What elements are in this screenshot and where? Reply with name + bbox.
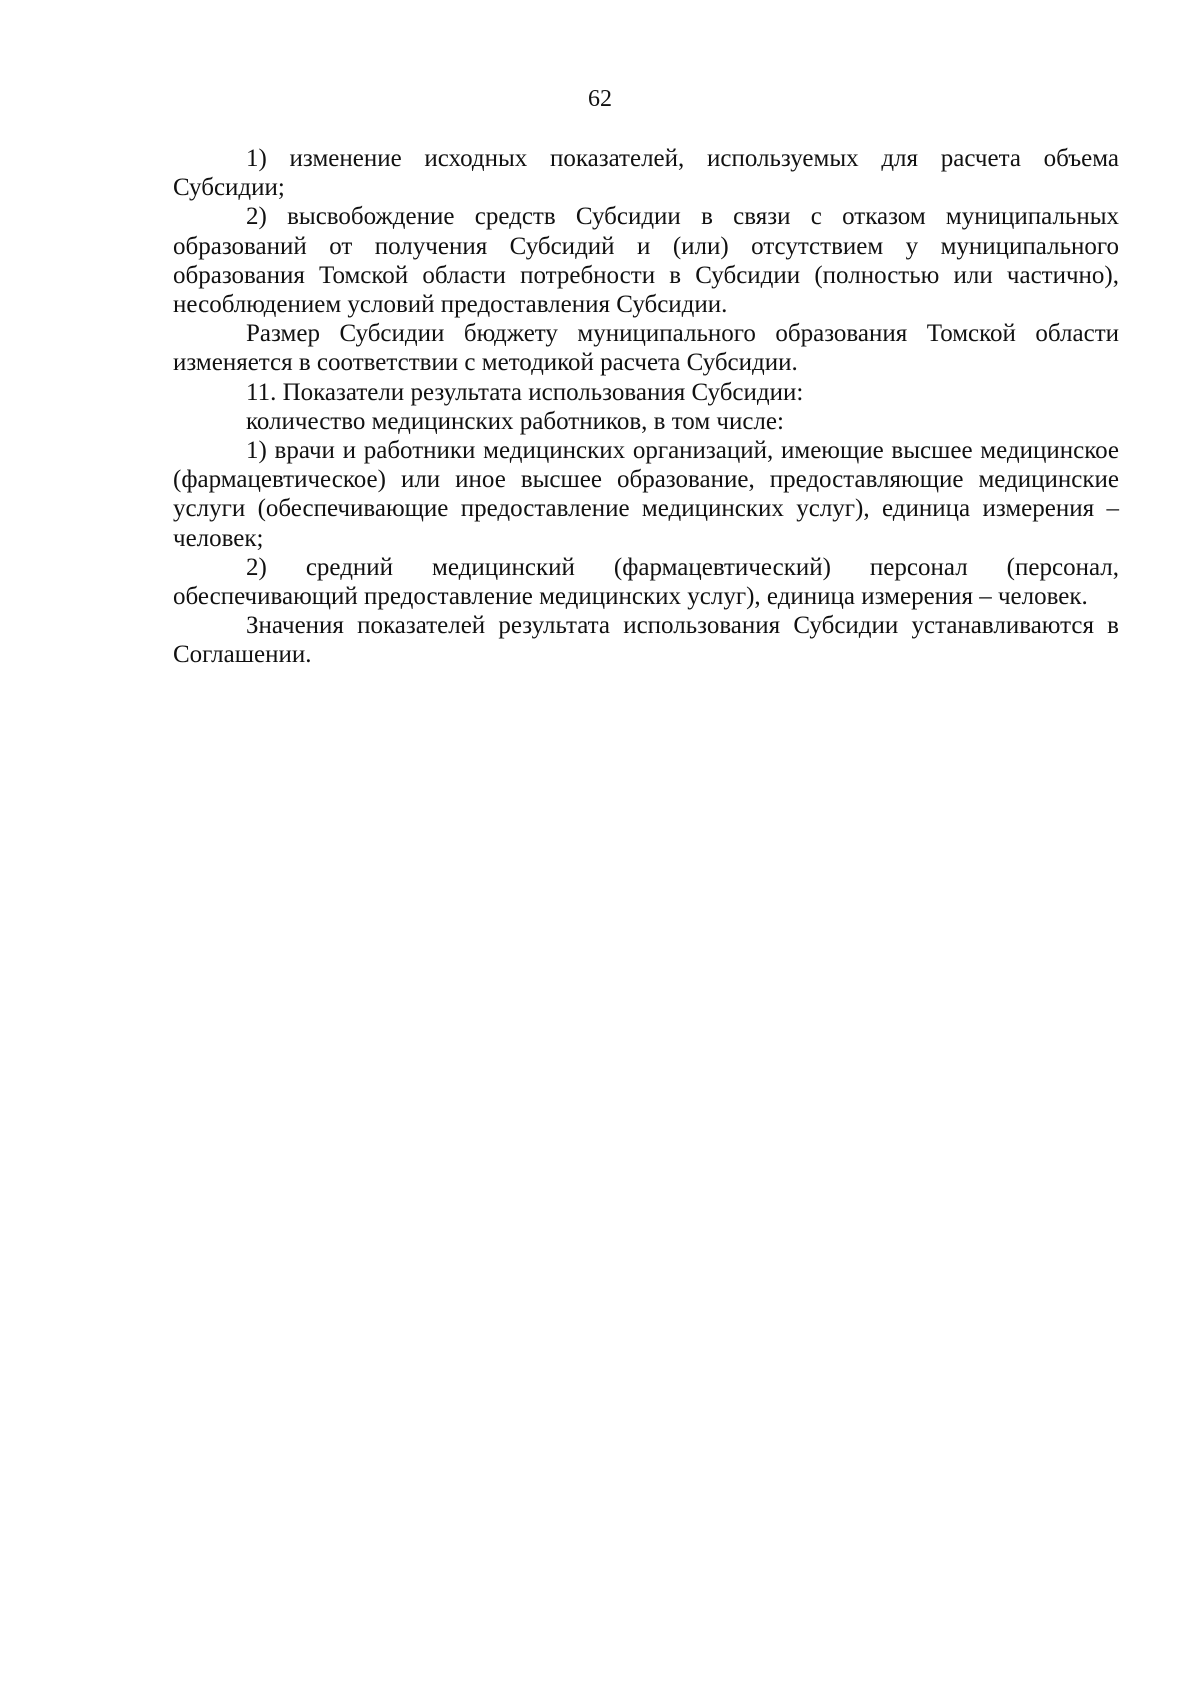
paragraph-doctors: 1) врачи и работники медицинских организаций, имеющие высшее медицинское (фармацевтическое) или иное высшее образование, предоставляющие медицинские услуги (обеспечивающие предоставление медицинских услуг), единица измерения – человек; bbox=[173, 437, 1119, 552]
paragraph-indicator-values: Значения показателей результата использования Субсидии устанавливаются в Соглашении. bbox=[173, 612, 1119, 669]
paragraph-mid-level-staff: 2) средний медицинский (фармацевтический) персонал (персонал, обеспечивающий предоставление медицинских услуг), единица измерения – человек. bbox=[173, 553, 1119, 611]
paragraph-subsidy-size: Размер Субсидии бюджету муниципального образования Томской области изменяется в соответствии с методикой расчета Субсидии. bbox=[173, 320, 1119, 377]
page-number: 62 bbox=[588, 86, 612, 112]
paragraph-section-11-heading: 11. Показатели результата использования Субсидии: bbox=[246, 378, 804, 406]
paragraph-item-2: 2) высвобождение средств Субсидии в связи с отказом муниципальных образований от получения Субсидий и (или) отсутствием у муниципального образования Томской области потребности в Субсидии (полностью или частично), несоблюдением условий предоставления Субсидии. bbox=[173, 203, 1119, 319]
paragraph-item-1: 1) изменение исходных показателей, используемых для расчета объема Субсидии; bbox=[173, 145, 1119, 202]
document-body bbox=[173, 144, 1119, 670]
paragraph-medical-workers: количество медицинских работников, в том числе: bbox=[246, 407, 784, 435]
